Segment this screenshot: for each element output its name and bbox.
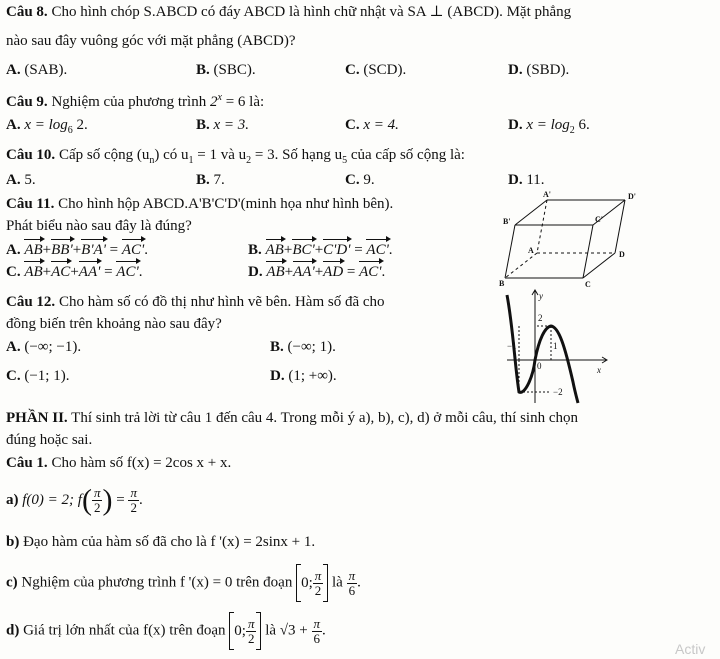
q12-function-graph: [505, 287, 610, 405]
q12-option-value: (−1; 1).: [24, 368, 70, 384]
bracket-right: [256, 612, 261, 650]
q11-line-2: Phát biểu nào sau đây là đúng?: [6, 218, 192, 234]
q10-option-letter: C.: [345, 172, 360, 188]
q11-fig-label: B': [503, 217, 511, 226]
c1-d-bracket: 0;: [234, 622, 246, 639]
q9-option-letter: C.: [345, 117, 360, 133]
q10-sub-n: n: [149, 155, 155, 166]
q10-option-value: 5.: [24, 172, 36, 188]
q10-option-d[interactable]: [508, 172, 545, 189]
q12-text-1: Cho hàm số có đồ thị như hình vẽ bên. Hàm số đã cho: [58, 294, 385, 310]
q8-label: Câu 8.: [6, 4, 48, 20]
q10-option-c[interactable]: [345, 172, 375, 189]
q10-option-letter: A.: [6, 172, 21, 188]
q11-op: +: [70, 264, 79, 280]
q11-tail: .: [388, 242, 393, 258]
q11-vector: BB': [51, 242, 73, 258]
q9-option-sub: 2: [569, 125, 575, 136]
q8-option-letter: D.: [508, 62, 523, 78]
q10-text-2: ) có u: [154, 147, 189, 163]
part2-line-2: đúng hoặc sai.: [6, 432, 93, 448]
q9-label: Câu 9.: [6, 94, 48, 110]
q8-option-letter: C.: [345, 62, 360, 78]
q9-option-sub: 6: [67, 125, 73, 136]
q9-option-letter: A.: [6, 117, 21, 133]
q11-vector: AA': [78, 264, 101, 280]
q12-option-value: (−∞; −1).: [24, 339, 82, 355]
c1-c-text-2: là: [332, 574, 343, 591]
q8-option-c[interactable]: [345, 62, 406, 79]
q12-option-b[interactable]: [270, 339, 336, 356]
bracket-left: [229, 612, 234, 650]
part2-heading: PHẦN II.: [6, 410, 68, 426]
q12-option-letter: C.: [6, 368, 21, 384]
c1-d-text-2: là √3 +: [265, 622, 308, 639]
q9-option-tail: 6.: [574, 117, 590, 133]
q12-option-c[interactable]: [6, 368, 69, 385]
q11-parallelepiped-figure: [495, 190, 640, 290]
q11-vector: AA': [293, 264, 315, 280]
q11-op: +: [314, 242, 324, 258]
c1-d-six: 6: [313, 630, 321, 646]
watermark-text: Activ: [675, 641, 706, 657]
c1-a-fraction-rhs: [128, 486, 139, 515]
q11-vector: AC: [51, 264, 71, 280]
q8-option-value: (SAB).: [24, 62, 68, 78]
q11-fig-label: C: [585, 280, 591, 289]
q9-option-c[interactable]: [345, 117, 399, 134]
q8-option-value: (SBD).: [526, 62, 570, 78]
c1-a-two: 2: [93, 500, 101, 515]
q11-vector: AD: [323, 264, 344, 280]
q10-text: Cấp số cộng (u: [58, 147, 150, 163]
c1-d-pi: π: [313, 615, 321, 631]
c1-a-text-1: f(0) = 2; f: [22, 491, 82, 508]
c1-line: [6, 455, 231, 472]
q9-option-tail: 2.: [72, 117, 88, 133]
q10-option-letter: D.: [508, 172, 523, 188]
q10-line: [6, 147, 465, 166]
bracket-left: [296, 564, 301, 602]
part2-text-1: Thí sinh trả lời từ câu 1 đến câu 4. Trong mỗi ý a), b), c), d) ở mỗi câu, thí sinh chọn: [71, 410, 578, 426]
c1-a-pi: π: [93, 485, 101, 500]
q11-vector-rhs: AC': [121, 242, 145, 258]
q10-option-value: 11.: [526, 172, 545, 188]
q9-option-d[interactable]: [508, 117, 590, 136]
q10-text-5: của cấp số cộng là:: [347, 147, 465, 163]
q11-op: +: [42, 264, 52, 280]
q8-text-1: Cho hình chóp S.ABCD có đáy ABCD là hình chữ nhật và SA ⊥ (ABCD). Mặt phẳng: [51, 4, 572, 20]
q8-line-1: [6, 2, 571, 21]
q8-option-value: (SBC).: [213, 62, 256, 78]
q11-fig-label: A': [543, 190, 551, 199]
q11-option-letter: B.: [248, 242, 262, 258]
q10-option-b[interactable]: [196, 172, 225, 189]
q11-fig-label: C': [595, 215, 603, 224]
q11-line-1: [6, 196, 393, 213]
c1-b-label: b): [6, 534, 20, 550]
q11-tail: .: [144, 242, 149, 258]
q10-option-letter: B.: [196, 172, 210, 188]
q11-vector-rhs: AC': [359, 264, 382, 280]
q11-vector: BC': [292, 242, 315, 258]
q12-option-a[interactable]: [6, 339, 81, 356]
q11-option-b[interactable]: B. AB+BC'+C'D' = AC'.: [248, 242, 393, 258]
part2-line-1: [6, 410, 578, 427]
c1-d-end: .: [322, 622, 326, 639]
q11-op: +: [72, 242, 82, 258]
q12-line-2: đồng biến trên khoảng nào sau đây?: [6, 316, 222, 332]
bracket-right: [323, 564, 328, 602]
c1-item-b: [6, 534, 315, 551]
q11-option-letter: D.: [248, 264, 263, 280]
c1-c-pi: π: [314, 567, 322, 583]
c1-a-text-2: =: [112, 491, 129, 508]
q11-tail: .: [381, 264, 386, 280]
q12-label: Câu 12.: [6, 294, 56, 310]
q8-option-value: (SCD).: [363, 62, 407, 78]
q8-option-letter: B.: [196, 62, 210, 78]
c1-b-text: Đạo hàm của hàm số đã cho là f '(x) = 2sinx + 1.: [23, 534, 316, 550]
q11-vector: AB: [24, 242, 43, 258]
c1-c-two: 2: [314, 582, 322, 598]
q9-option-a[interactable]: [6, 117, 88, 136]
c1-d-interval: [229, 613, 261, 649]
q8-option-d[interactable]: [508, 62, 569, 79]
q8-option-letter: A.: [6, 62, 21, 78]
q11-vector-rhs: AC': [116, 264, 139, 280]
q11-option-letter: C.: [6, 264, 21, 280]
q12-option-value: (−∞; 1).: [287, 339, 336, 355]
q12-option-value: (1; +∞).: [288, 368, 337, 384]
q12-graph-label: 2: [538, 313, 543, 323]
q8-line-2: nào sau đây vuông góc với mặt phẳng (ABCD)?: [6, 33, 296, 49]
c1-d-fraction: [246, 617, 257, 646]
c1-d-two: 2: [247, 630, 255, 646]
q11-fig-label: A: [528, 246, 534, 255]
c1-c-six: 6: [348, 582, 356, 598]
q9-text-2: là:: [245, 94, 265, 110]
q11-vector: AB: [24, 264, 43, 280]
q9-line: [6, 92, 264, 111]
q11-fig-label: D: [619, 250, 625, 259]
q9-option-letter: B.: [196, 117, 210, 133]
q10-option-value: 9.: [363, 172, 375, 188]
q12-graph-label: x: [597, 365, 601, 375]
q12-graph-label: y: [539, 291, 543, 301]
q10-option-a[interactable]: [6, 172, 36, 189]
c1-c-answer: [347, 569, 358, 598]
c1-c-pi: π: [348, 567, 356, 583]
q9-option-letter: D.: [508, 117, 523, 133]
q9-option-value: x = 3.: [213, 117, 250, 133]
q10-text-4: = 3. Số hạng u: [251, 147, 343, 163]
c1-c-interval: [296, 565, 328, 601]
q9-option-value: x = log: [24, 117, 68, 133]
c1-c-bracket: 0;: [301, 574, 313, 591]
q11-text-1: Cho hình hộp ABCD.A'B'C'D'(minh họa như hình bên).: [58, 196, 394, 212]
q10-option-value: 7.: [213, 172, 225, 188]
q9-option-value: x = 4.: [363, 117, 399, 133]
c1-label: Câu 1.: [6, 455, 48, 471]
q9-text-1: Nghiệm của phương trình: [51, 94, 207, 110]
q11-option-d[interactable]: D. AB+AA'+AD = AC'.: [248, 264, 386, 280]
q11-option-letter: A.: [6, 242, 21, 258]
c1-d-answer: [312, 617, 323, 646]
q12-graph-label: −2: [553, 387, 563, 397]
q12-graph-label: 0: [537, 361, 542, 371]
q11-vector: C'D': [323, 242, 351, 258]
q10-label: Câu 10.: [6, 147, 56, 163]
c1-a-label: a): [6, 491, 19, 508]
q12-option-letter: B.: [270, 339, 284, 355]
q12-option-letter: A.: [6, 339, 21, 355]
c1-d-text-1: Giá trị lớn nhất của f(x) trên đoạn: [23, 622, 226, 639]
open-paren: (: [81, 483, 92, 517]
c1-item-c: c) Nghiệm của phương trình f '(x) = 0 trên đoạn 0; $\frac{\pi}{2}$ là $\frac{\pi}{6}$ .: [6, 565, 361, 601]
c1-a-two: 2: [130, 500, 137, 515]
q11-label: Câu 11.: [6, 196, 55, 212]
q9-exponent: x: [217, 92, 222, 103]
q11-vector: AB: [266, 264, 285, 280]
q11-op: +: [284, 264, 294, 280]
q9-option-value: x = log: [526, 117, 570, 133]
q11-vector-rhs: AC': [366, 242, 389, 258]
q9-option-b[interactable]: [196, 117, 249, 134]
q11-op: +: [42, 242, 52, 258]
c1-item-d: [6, 613, 326, 649]
q11-fig-label: B: [499, 279, 505, 288]
q12-option-d[interactable]: [270, 368, 337, 385]
q10-sub-2: 2: [246, 155, 252, 166]
c1-c-fraction: [313, 569, 324, 598]
q12-graph-label: 1: [553, 341, 558, 351]
c1-c-label: c): [6, 574, 18, 591]
q8-option-a[interactable]: [6, 62, 67, 79]
q8-option-b[interactable]: [196, 62, 256, 79]
c1-a-pi: π: [130, 485, 137, 500]
q12-line-1: [6, 294, 385, 311]
q11-fig-label: D': [628, 192, 636, 201]
q10-text-3: = 1 và u: [193, 147, 247, 163]
c1-a-fraction: [92, 486, 103, 515]
q11-vector: AB: [265, 242, 284, 258]
q11-op: +: [314, 264, 324, 280]
q10-sub-1: 1: [188, 155, 194, 166]
c1-text: Cho hàm số f(x) = 2cos x + x.: [51, 455, 232, 471]
q9-equation-rhs: = 6: [221, 94, 246, 110]
c1-d-label: d): [6, 622, 20, 639]
q11-op: +: [283, 242, 293, 258]
close-paren: ): [102, 483, 113, 517]
q11-option-c[interactable]: C. AB+AC+AA' = AC'.: [6, 264, 143, 280]
q9-equation: 2: [209, 94, 218, 110]
q11-vector: B'A': [81, 242, 106, 258]
q11-tail: .: [138, 264, 143, 280]
c1-item-a: a) f(0) = 2; f( $\frac{\pi}{2}$ ) = $\frac{\pi}{2}$ .: [6, 483, 143, 517]
q10-sub-5: 5: [342, 155, 348, 166]
q12-option-letter: D.: [270, 368, 285, 384]
q12-graph-label: −1: [507, 341, 517, 351]
c1-c-text-1: Nghiệm của phương trình f '(x) = 0 trên đoạn: [21, 574, 293, 591]
c1-d-pi: π: [247, 615, 255, 631]
q11-option-a[interactable]: A. AB+BB'+B'A' = AC'.: [6, 242, 149, 258]
